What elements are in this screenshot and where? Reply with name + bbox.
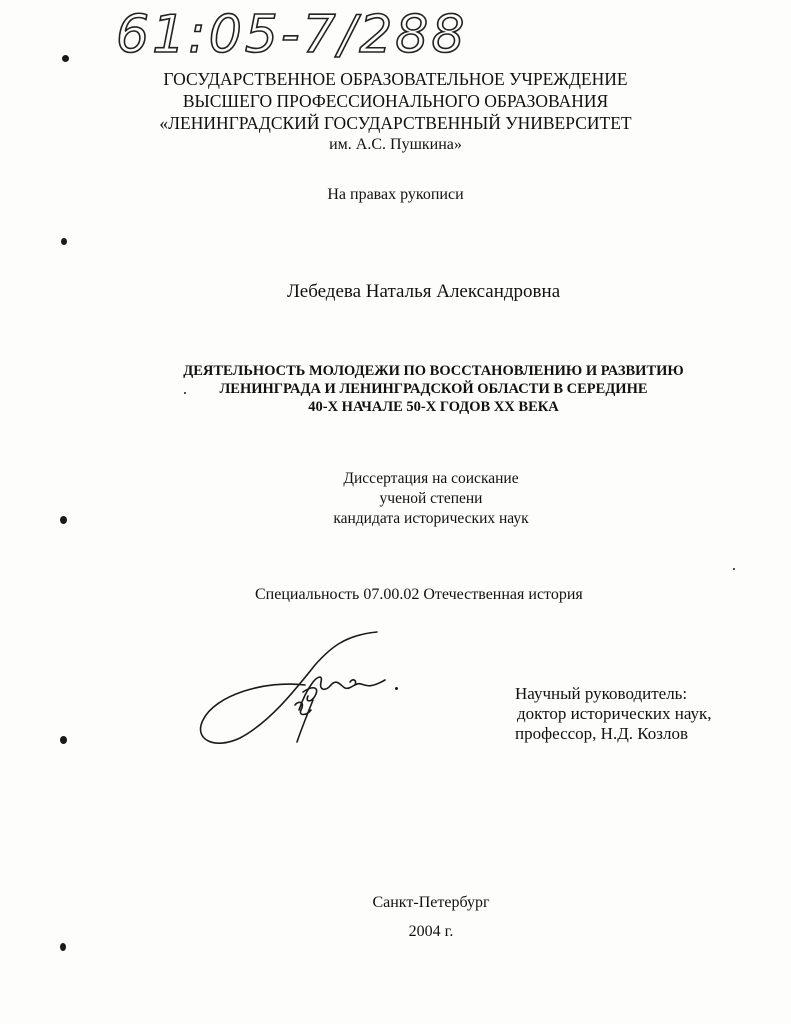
author-name: Лебедева Наталья Александровна <box>287 281 561 302</box>
punch-dot <box>62 55 69 62</box>
institution-line: ВЫСШЕГО ПРОФЕССИОНАЛЬНОГО ОБРАЗОВАНИЯ <box>182 91 609 111</box>
title-line: ДЕЯТЕЛЬНОСТЬ МОЛОДЕЖИ ПО ВОССТАНОВЛЕНИЮ И РАЗВИТИЮ <box>183 363 684 379</box>
city: Санкт-Петербург <box>372 894 490 911</box>
institution-header <box>0 68 791 156</box>
degree-line: ученой степени <box>379 490 483 507</box>
specialty: Специальность 07.00.02 Отечественная история <box>255 586 583 603</box>
archive-code-text: 61:05-7/288 <box>116 5 468 64</box>
supervisor-label: Научный руководитель: <box>515 684 688 703</box>
supervisor-block <box>515 684 712 744</box>
institution-line: им. А.С. Пушкина» <box>329 136 462 153</box>
rights-note: На правах рукописи <box>327 186 464 203</box>
scan-speck <box>733 568 735 570</box>
punch-dot <box>61 238 67 245</box>
institution-line: ГОСУДАРСТВЕННОЕ ОБРАЗОВАТЕЛЬНОЕ УЧРЕЖДЕНИЕ <box>163 69 628 89</box>
year: 2004 г. <box>408 923 454 940</box>
signature-image <box>195 630 410 755</box>
supervisor-name: профессор, Н.Д. Козлов <box>515 724 689 743</box>
dissertation-title <box>38 362 791 416</box>
archive-code-handwritten <box>112 2 482 64</box>
punch-dot <box>60 736 67 744</box>
title-line: 40-Х НАЧАЛЕ 50-Х ГОДОВ XX ВЕКА <box>308 399 559 415</box>
supervisor-degree: доктор исторических наук, <box>517 704 712 723</box>
city-year <box>0 888 791 946</box>
title-line: ЛЕНИНГРАДА И ЛЕНИНГРАДСКОЙ ОБЛАСТИ В СЕРЕДИНЕ <box>219 381 648 397</box>
degree-statement <box>0 469 791 529</box>
degree-line: кандидата исторических наук <box>333 510 529 527</box>
degree-line: Диссертация на соискание <box>343 470 519 487</box>
institution-line: «ЛЕНИНГРАДСКИЙ ГОСУДАРСТВЕННЫЙ УНИВЕРСИТЕТ <box>159 113 632 133</box>
